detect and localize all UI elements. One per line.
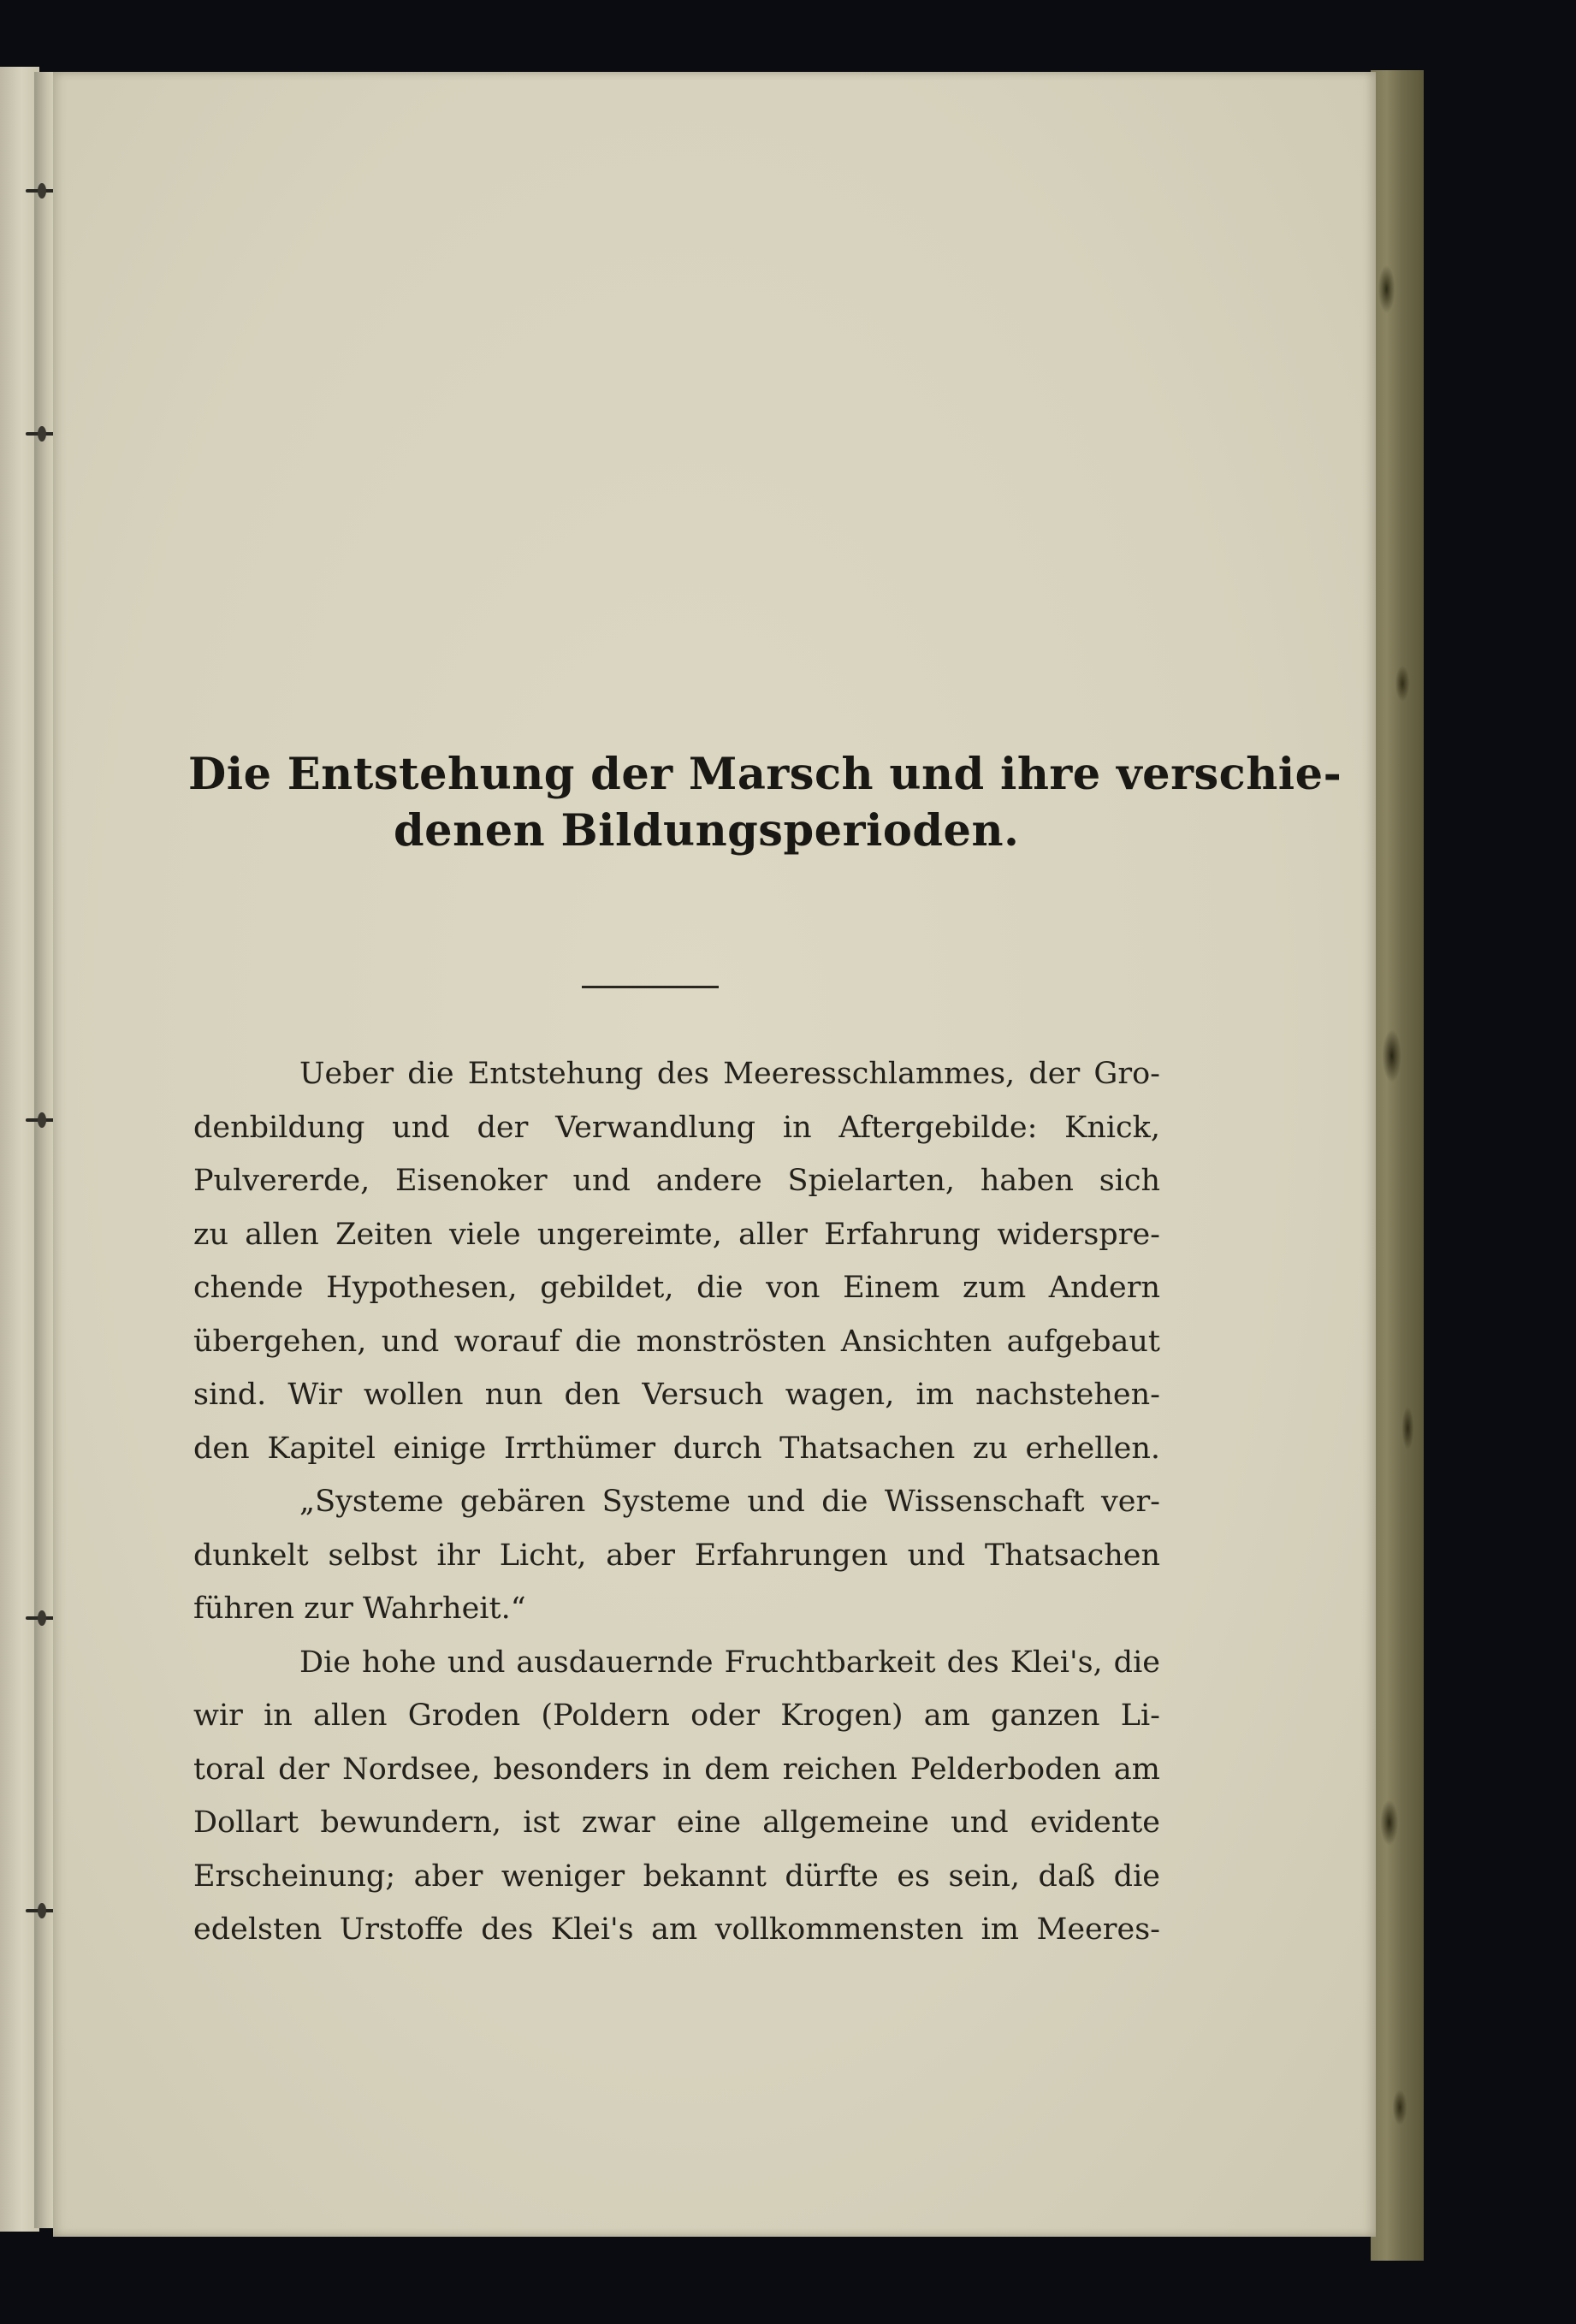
chapter-heading (188, 746, 1342, 859)
text-line: toral der Nordsee, besonders in dem reichen Pelderboden am (193, 1752, 1160, 1787)
text-line: edelsten Urstoffe des Klei's am vollkommensten im Meeres- (193, 1912, 1160, 1947)
text-line: Die hohe und ausdauernde Fruchtbarkeit des Klei's, die (299, 1645, 1160, 1680)
text-line: Dollart bewundern, ist zwar eine allgemeine und evidente (193, 1805, 1160, 1840)
text-line: wir in allen Groden (Poldern oder Krogen) am ganzen Li- (193, 1699, 1160, 1733)
text-line: „Systeme gebären Systeme und die Wissenschaft ver- (299, 1485, 1160, 1519)
text-line: dunkelt selbst ihr Licht, aber Erfahrungen und Thatsachen (193, 1538, 1160, 1573)
text-line: Pulvererde, Eisenoker und andere Spielarten, haben sich (193, 1164, 1160, 1198)
heading-line-1: Die Entstehung der Marsch und ihre verschie- (188, 749, 1342, 800)
text-line: Ueber die Entstehung des Meeresschlammes, der Gro- (299, 1057, 1160, 1091)
heading-line-2: denen Bildungsperioden. (394, 805, 1020, 857)
body-text (193, 1047, 1160, 1957)
text-line: Erscheinung; aber weniger bekannt dürfte es sein, daß die (193, 1859, 1160, 1894)
text-line: führen zur Wahrheit.“ (193, 1592, 526, 1626)
heading-divider (582, 986, 719, 988)
text-line: chende Hypothesen, gebildet, die von Einem zum Andern (193, 1271, 1160, 1305)
text-line: den Kapitel einige Irrthümer durch Thatsachen zu erhellen. (193, 1431, 1160, 1466)
text-line: denbildung und der Verwandlung in Aftergebilde: Knick, (193, 1110, 1160, 1145)
text-line: übergehen, und worauf die monströsten Ansichten aufgebaut (193, 1324, 1160, 1359)
text-line: sind. Wir wollen nun den Versuch wagen, im nachstehen- (193, 1378, 1160, 1412)
marbled-book-edge (1371, 70, 1424, 2261)
text-line: zu allen Zeiten viele ungereimte, aller Erfahrung widerspre- (193, 1217, 1160, 1252)
